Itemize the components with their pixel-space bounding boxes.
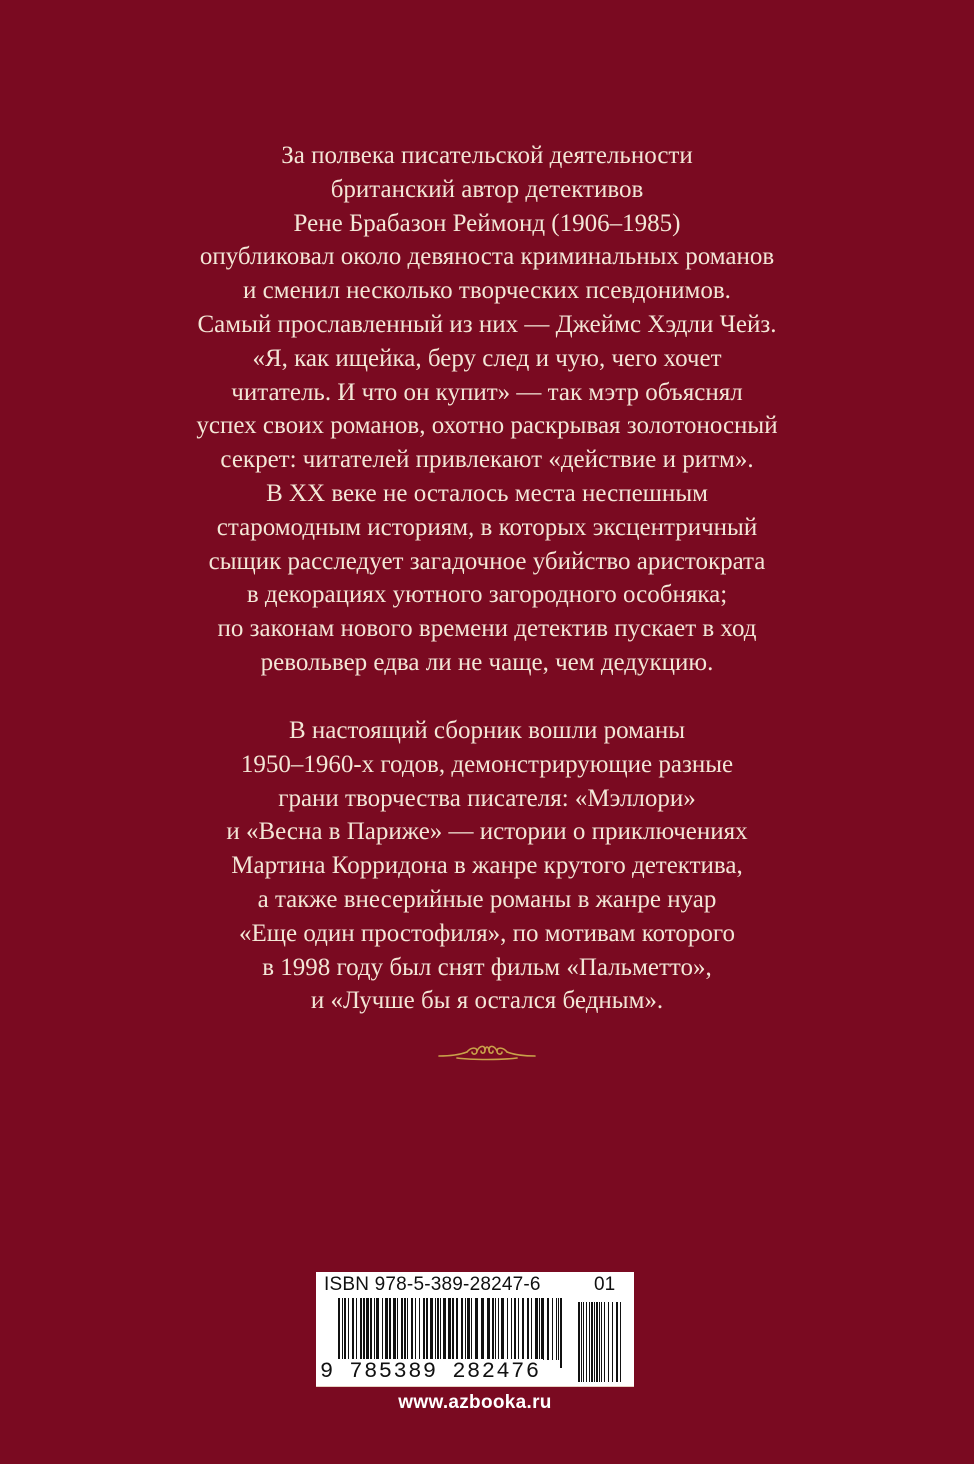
text-line: В XX веке не осталось места неспешным: [266, 479, 708, 507]
text-line: старомодным историям, в которых эксцентричный: [216, 513, 758, 541]
description-paragraph-1: [0, 139, 974, 680]
text-line: по законам нового времени детектив пускает в ход: [217, 615, 757, 643]
text-line: в декорациях уютного загородного особняка;: [246, 581, 728, 609]
text-line: секрет: читателей привлекают «действие и ритм».: [220, 446, 754, 474]
text-line: Самый прославленный из них — Джеймс Хэдли Чейз.: [197, 310, 777, 338]
publisher-website: www.azbooka.ru: [316, 1386, 634, 1419]
text-line: 1950–1960-х годов, демонстрирующие разные: [240, 750, 734, 778]
text-line: Мартина Корридона в жанре крутого детектива,: [231, 852, 743, 880]
text-line: грани творчества писателя: «Мэллори»: [278, 784, 696, 812]
text-line: сыщик расследует загадочное убийство аристократа: [208, 547, 766, 575]
text-line: и «Весна в Париже» — истории о приключениях: [226, 818, 748, 846]
ean-digits: 9 785389 282476: [320, 1359, 541, 1384]
text-line: «Я, как ищейка, беру след и чую, чего хочет: [252, 344, 722, 372]
text-line: За полвека писательской деятельности: [281, 142, 693, 169]
text-line: и «Лучше бы я остался бедным».: [310, 987, 664, 1015]
description-paragraph-2: [0, 714, 974, 1018]
text-line: и сменил несколько творческих псевдонимов.: [243, 277, 731, 305]
text-line: а также внесерийные романы в жанре нуар: [257, 885, 717, 913]
isbn-barcode: [316, 1272, 634, 1386]
text-line: В настоящий сборник вошли романы: [288, 717, 686, 744]
text-line: британский автор детективов: [330, 175, 644, 203]
text-line: успех своих романов, охотно раскрывая золотоносный: [196, 412, 778, 440]
isbn-label: ISBN 978-5-389-28247-6: [324, 1274, 541, 1295]
text-line: «Еще один простофиля», по мотивам которого: [239, 919, 735, 947]
isbn-addon: 01: [594, 1274, 616, 1295]
gold-flourish-icon: [437, 1041, 537, 1063]
text-line: револьвер едва ли не чаще, чем дедукцию.: [260, 648, 714, 676]
text-line: Рене Брабазон Реймонд (1906–1985): [293, 209, 681, 237]
text-line: читатель. И что он купит» — так мэтр объяснял: [231, 378, 743, 406]
text-line: в 1998 году был снят фильм «Пальметто»,: [262, 953, 712, 981]
text-line: опубликовал около девяноста криминальных романов: [199, 243, 775, 271]
